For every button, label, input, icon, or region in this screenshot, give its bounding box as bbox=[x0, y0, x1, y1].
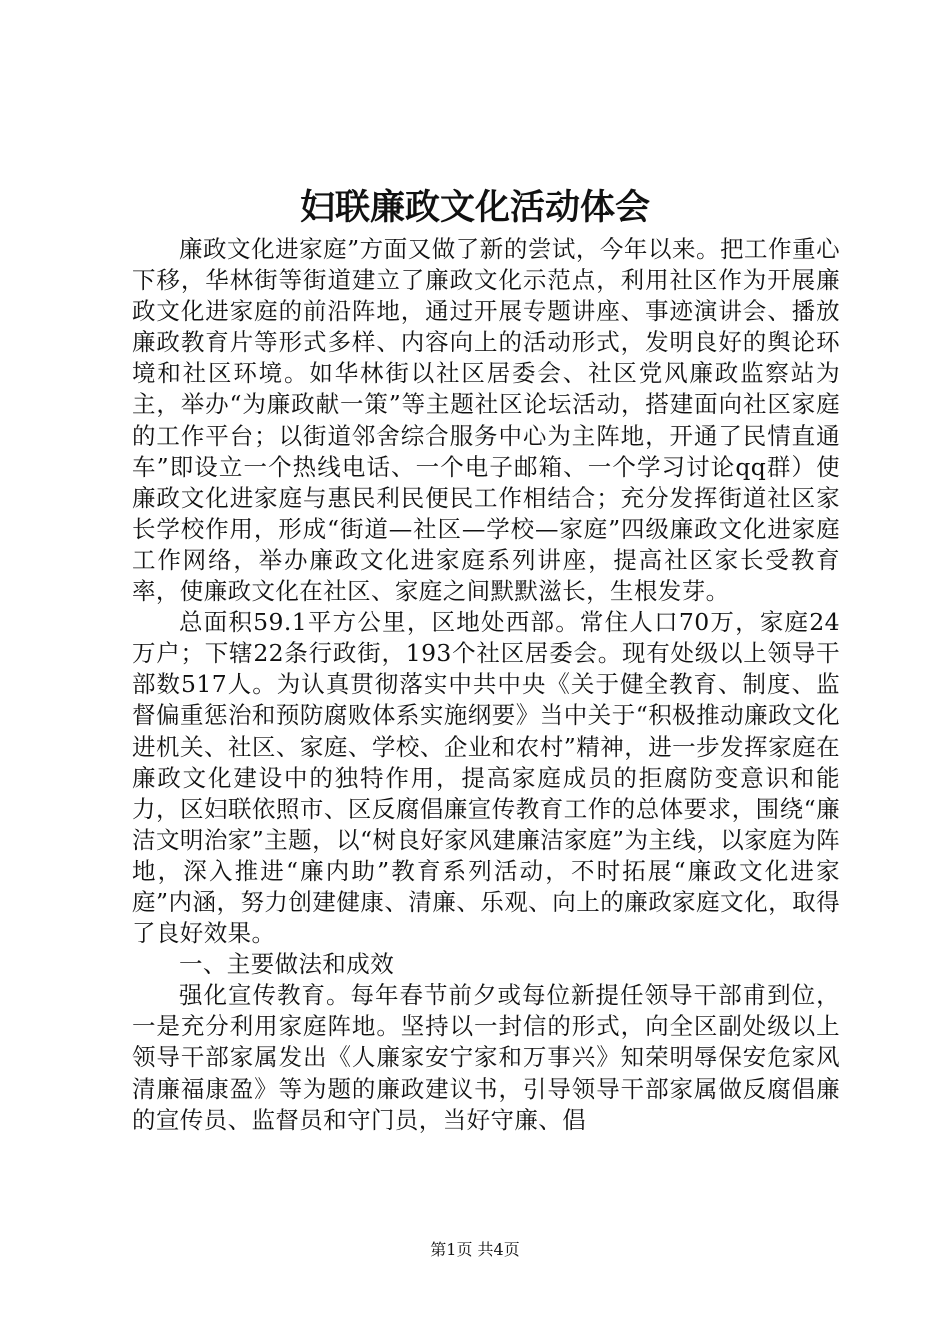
document-body bbox=[132, 234, 840, 1136]
paragraph-2: 总面积59.1平方公里，区地处西部。常住人口70万，家庭24万户；下辖22条行政街，193个社区居委会。现有处级以上领导干部数517人。为认真贯彻落实中共中央《关于健全教育、制度、监督偏重惩治和预防腐败体系实施纲要》当中关于“积极推动廉政文化进机关、社区、家庭、学校、企业和农村”精神，进一步发挥家庭在廉政文化建设中的独特作用，提高家庭成员的拒腐防变意识和能力，区妇联依照市、区反腐倡廉宣传教育工作的总体要求，围绕“廉洁文明治家”主题，以“树良好家风建廉洁家庭”为主线，以家庭为阵地，深入推进“廉内助”教育系列活动，不时拓展“廉政文化进家庭”内涵，努力创建健康、清廉、乐观、向上的廉政家庭文化，取得了良好效果。 bbox=[132, 608, 840, 948]
paragraph-1: 廉政文化进家庭”方面又做了新的尝试，今年以来。把工作重心下移，华林街等街道建立了廉政文化示范点，利用社区作为开展廉政文化进家庭的前沿阵地，通过开展专题讲座、事迹演讲会、播放廉政教育片等形式多样、内容向上的活动形式，发明良好的舆论环境和社区环境。如华林街以社区居委会、社区党风廉政监察站为主，举办“为廉政献一策”等主题社区论坛活动，搭建面向社区家庭的工作平台；以街道邻舍综合服务中心为主阵地，开通了民情直通车”即设立一个热线电话、一个电子邮箱、一个学习讨论qq群）使廉政文化进家庭与惠民利民便民工作相结合；充分发挥街道社区家长学校作用，形成“街道—社区—学校—家庭”四级廉政文化进家庭工作网络，举办廉政文化进家庭系列讲座，提高社区家长受教育率，使廉政文化在社区、家庭之间默默滋长，生根发芽。 bbox=[132, 235, 840, 606]
section-heading: 一、主要做法和成效 bbox=[179, 950, 395, 979]
paragraph-3: 强化宣传教育。每年春节前夕或每位新提任领导干部甫到位，一是充分利用家庭阵地。坚持以一封信的形式，向全区副处级以上领导干部家属发出《人廉家安宁家和万事兴》知荣明辱保安危家风清廉福康盈》等为题的廉政建议书，引导领导干部家属做反腐倡廉的宣传员、监督员和守门员，当好守廉、倡 bbox=[132, 981, 840, 1134]
page-footer: 第1页 共4页 bbox=[430, 1240, 520, 1259]
document-title: 妇联廉政文化活动体会 bbox=[299, 187, 650, 228]
